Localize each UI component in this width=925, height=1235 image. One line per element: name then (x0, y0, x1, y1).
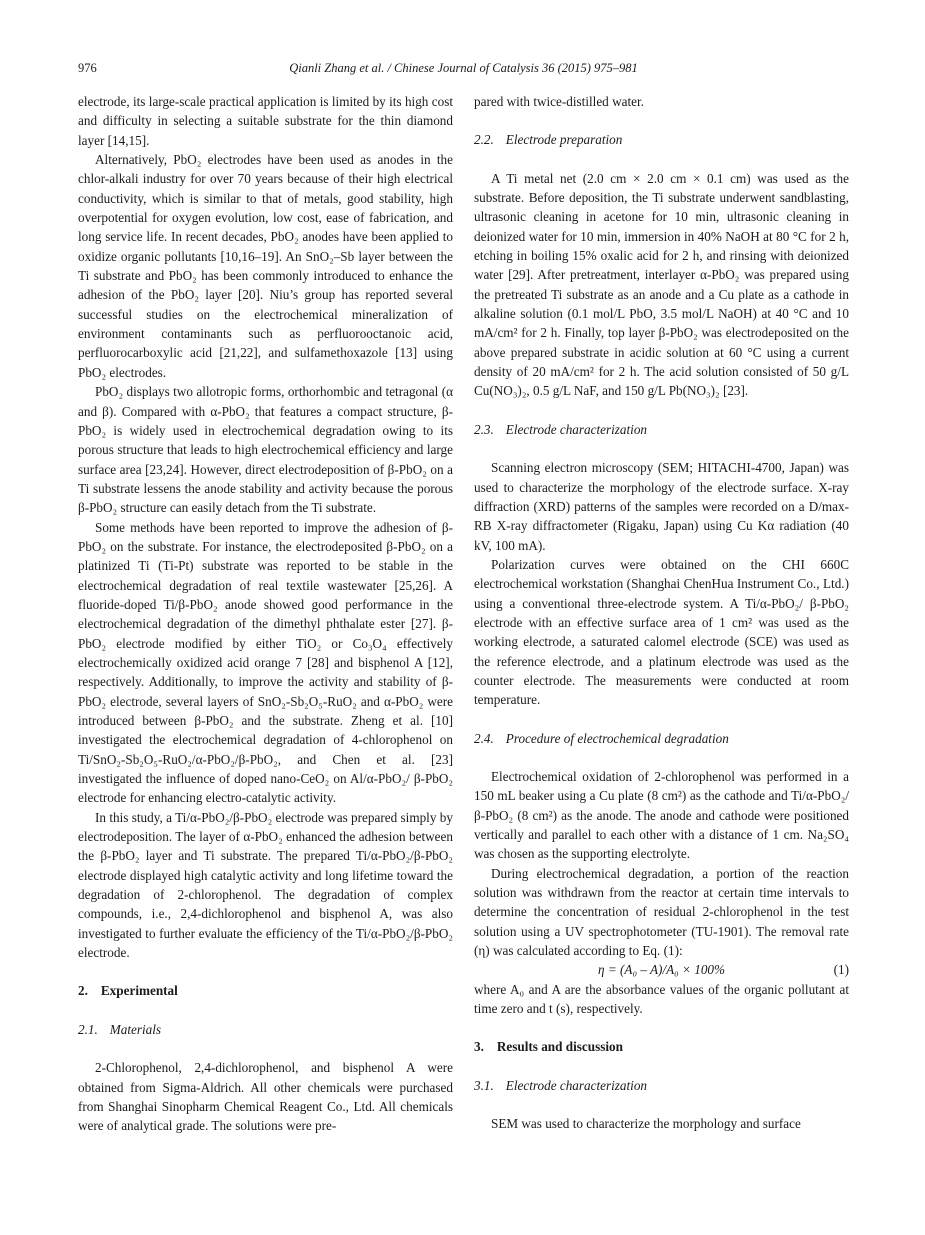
page-header (78, 60, 849, 78)
running-title: Qianli Zhang et al. / Chinese Journal of Catalysis 36 (2015) 975–981 (289, 61, 638, 75)
paragraph: Some methods have been reported to improve the adhesion of β-PbO₂ on the substrate. For instance, the electrodeposited β-PbO₂ on a platinized Ti (Ti-Pt) substrate was reported to be stable in the electrochemical degradation of real textile wastewater [25,26]. A fluoride-doped Ti/β-PbO₂ anode showed good performance in the electrochemical degradation of the dimethyl phthalate ester [27]. β-PbO₂ electrode modified by either TiO₂ or Co₃O₄ effectively electrochemically oxidized acid orange 7 [28] and bisphenol A [12], respectively. Additionally, to improve the activity and stability of β-PbO₂ electrode, several layers of SnO₂-Sb₂O₅-RuO₂ and α-PbO₂ were introduced between β-PbO₂ and the substrate. Zheng et al. [10] investigated the electrochemical degradation of 4-chlorophenol on Ti/SnO₂-Sb₂O₅-RuO₂/α-PbO₂/β-PbO₂, and Chen et al. [23] investigated the influence of doped nano-CeO₂ on Al/α-PbO₂/ β-PbO₂ electrode for enhancing electro-catalytic activity. (78, 519, 453, 806)
subsection-heading-electrode-characterization-2 (474, 1076, 849, 1095)
section-title: Experimental (100, 983, 178, 999)
paragraph: SEM was used to characterize the morphology and surface (491, 1116, 801, 1132)
subsection-heading-electrode-preparation (474, 130, 849, 149)
subsection-heading-materials (78, 1020, 453, 1039)
subsection-title: Electrode preparation (505, 132, 623, 148)
paragraph: A Ti metal net (2.0 cm × 2.0 cm × 0.1 cm) was used as the substrate. Before deposition, the Ti substrate underwent sandblasting, ultrasonic cleaning in acetone for 10 min, ultrasonic cleaning in deionized water for 10 min, immersion in 40% NaOH at 80 °C for 2 h, etching in boiling 15% oxalic acid for 2 h, and rinsing with deionized water [29]. After pretreatment, interlayer α-PbO₂ was prepared using the pretreated Ti substrate as an anode and a Cu plate as a cathode in alkaline solution (0.1 mol/L PbO, 3.5 mol/L NaOH) at 40 °C and 10 mA/cm² for 2 h. Finally, top layer β-PbO₂ was electrodeposited on the above prepared substrate in acidic solution at 60 °C using a current density of 20 mA/cm² for 2 h. The acid solution consisted of 50 g/L Cu(NO₃)₂, 0.5 g/L NaF, and 150 g/L Pb(NO₃)₂ [23]. (474, 170, 849, 399)
section-number: 2. (78, 983, 88, 999)
subsection-number: 2.3. (474, 421, 494, 437)
equation-formula: η = (A₀ – A)/A₀ × 100% (597, 962, 726, 978)
paragraph: In this study, a Ti/α-PbO₂/β-PbO₂ electrode was prepared simply by electrodeposition. The layer of α-PbO₂ enhanced the adhesion between the β-PbO₂ layer and Ti substrate. The prepared Ti/α-PbO₂/β-PbO₂ electrode displayed high catalytic activity and long lifetime toward the degradation of 2-chlorophenol. The degradation of complex compounds, i.e., 2,4-dichlorophenol and bisphenol A, was also investigated to further evaluate the efficiency of the Ti/α-PbO₂/β-PbO₂ electrode. (78, 809, 453, 961)
paragraph: Polarization curves were obtained on the CHI 660C electrochemical workstation (Shanghai ChenHua Instrument Co., Ltd.) using a conventional three-electrode system. A Ti/α-PbO₂/ β-PbO₂ electrode with an effective surface area of 1 cm² was used as the working electrode, a saturated calomel electrode (SCE) was used as the reference electrode, and a platinum electrode was used as the counter electrode. The measurements were conducted at room temperature. (474, 556, 849, 708)
paragraph: During electrochemical degradation, a portion of the reaction solution was withdrawn from the reactor at certain time intervals to determine the concentration of residual 2-chlorophenol in the test solution using a UV spectrophotometer (TU-1901). The removal rate (η) was calculated according to Eq. (1): (474, 865, 849, 959)
subsection-title: Electrode characterization (505, 1077, 648, 1093)
section-heading-experimental (78, 981, 453, 1000)
two-column-body (78, 92, 849, 1136)
equation-1 (474, 960, 849, 979)
page-number: 976 (78, 61, 97, 75)
paragraph: pared with twice-distilled water. (474, 94, 644, 109)
subsection-number: 2.1. (78, 1021, 98, 1037)
paragraph: Scanning electron microscopy (SEM; HITACHI-4700, Japan) was used to characterize the morphology of the electrode surface. X-ray diffraction (XRD) patterns of the samples were recorded on a D/max-RB X-ray diffractometer (Rigaku, Japan) using Cu Kα radiation (40 kV, 100 mA). (474, 460, 849, 553)
subsection-title: Materials (109, 1021, 162, 1037)
subsection-heading-electrode-characterization (474, 420, 849, 439)
section-number: 3. (474, 1039, 484, 1055)
paragraph: electrode, its large-scale practical application is limited by its high cost and difficulty in selecting a suitable substrate for the thin diamond layer [14,15]. (78, 94, 453, 148)
paragraph: Electrochemical oxidation of 2-chlorophenol was performed in a 150 mL beaker using a Cu plate (8 cm²) as the cathode and Ti/α-PbO₂/β-PbO₂ (8 cm²) as the anode. The anode and cathode were positioned vertically and parallel to each other with a distance of 1 cm. Na₂SO₄ was chosen as the supporting electrolyte. (474, 768, 849, 862)
subsection-number: 2.4. (474, 730, 494, 746)
subsection-title: Electrode characterization (505, 421, 648, 437)
paragraph: where A₀ and A are the absorbance values of the organic pollutant at time zero and t (s), respectively. (474, 981, 849, 1017)
right-column (474, 92, 849, 1136)
paragraph: PbO₂ displays two allotropic forms, orthorhombic and tetragonal (α and β). Compared with α-PbO₂ that features a compact structure, β-PbO₂ is widely used in electrochemical degradation owing to its porous structure that leads to high electrochemical efficiency and large surface area [23,24]. However, direct electrodeposition of β-PbO₂ on a Ti substrate lessens the anode stability and activity because the porous β-PbO₂ structure can easily detach from the Ti substrate. (78, 384, 453, 516)
section-title: Results and discussion (496, 1039, 623, 1055)
subsection-number: 2.2. (474, 132, 494, 148)
left-column (78, 92, 453, 1136)
paragraph: 2-Chlorophenol, 2,4-dichlorophenol, and bisphenol A were obtained from Sigma-Aldrich. All other chemicals were purchased from Shanghai Sinopharm Chemical Reagent Co., Ltd. All chemicals were of analytical grade. The solutions were pre- (78, 1060, 453, 1134)
subsection-heading-procedure (474, 729, 849, 748)
equation-number: (1) (833, 962, 849, 978)
subsection-title: Procedure of electrochemical degradation (505, 730, 729, 746)
paragraph: Alternatively, PbO₂ electrodes have been used as anodes in the chlor-alkali industry for over 70 years because of their high electrical conductivity, which is similar to that of metals, good stability, high overpotential for oxygen evolution, low cost, ease of fabrication, and long service life. In recent decades, PbO₂ anodes have been applied to oxidize organic pollutants [10,16–19]. An SnO₂–Sb layer between the Ti substrate and PbO₂ has been commonly introduced to enhance the adhesion of the PbO₂ layer [20]. Niu’s group has reported several successful studies on the electrochemical mineralization of environment contaminants such as perfluorooctanoic acid, perfluorocarboxylic acid [21,22], and sulfamethoxazole [13] using PbO₂ electrodes. (78, 152, 453, 380)
subsection-number: 3.1. (474, 1077, 494, 1093)
section-heading-results (474, 1037, 849, 1056)
